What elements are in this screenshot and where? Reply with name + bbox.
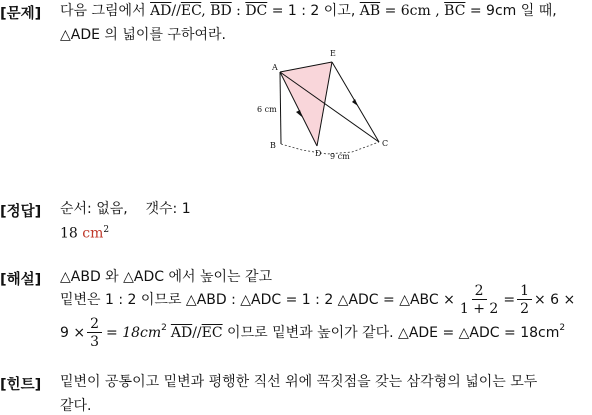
segment-ec: $\overline{EC}$ — [180, 3, 202, 19]
answer-order-count: 순서: 없음, 갯수: 1 — [60, 201, 191, 217]
problem-label: [문제] — [0, 6, 42, 22]
answer-value: 18 $cm^2$ — [60, 225, 110, 242]
segment-ad: $\overline{AD}$ — [150, 3, 172, 19]
geometry-figure — [252, 46, 402, 166]
arrow-ec — [352, 99, 358, 106]
label-point-d: D — [315, 149, 322, 158]
label-length-ab: 6 cm — [257, 105, 277, 114]
fraction-one-half: $\frac{1}{2}$ — [517, 284, 532, 316]
label-point-a: A — [272, 63, 278, 72]
segment-dc: $\overline{DC}$ — [245, 3, 268, 19]
label-point-c: C — [382, 139, 389, 148]
segment-ad-explanation: $\overline{AD}$ — [170, 325, 193, 341]
fraction-two-thirds: $\frac{2}{3}$ — [87, 317, 102, 349]
segment-bd: $\overline{BD}$ — [210, 3, 232, 19]
answer-unit: cm — [82, 225, 104, 242]
hint-line-1: 밑변이 공통이고 밑변과 평행한 직선 위에 꼭짓점을 갖는 삼각형의 넓이는 모두 — [60, 374, 538, 390]
label-length-bc: 9 cm — [330, 152, 350, 161]
segment-ec-explanation: $\overline{EC}$ — [201, 325, 223, 341]
fraction-2-over-3parts: $\frac{2}{1 + 2}$ — [459, 283, 499, 317]
label-point-e: E — [330, 49, 336, 58]
hint-label: [힌트] — [0, 377, 42, 393]
answer-label: [정답] — [0, 204, 42, 220]
problem-line-1: 다음 그림에서 $\overline{AD}//\overline{EC}$, $\overline{BD}$ : $\overline{DC} = 1$ : 2 이고, $\overline{AB} = 6cm$ , $\overline{BC} = 9cm$ 일 때, — [60, 3, 557, 19]
explanation-line-2: 밑변은 1 : 2 이므로 △ABD : △ADC = 1 : 2 △ADC = △ABC × $\frac{2}{1 + 2}$ = $\frac{1}{2}$ × 6 × — [60, 283, 576, 317]
segment-ac-line — [280, 72, 379, 142]
label-point-b: B — [270, 141, 276, 150]
explanation-line-3: 9 × $\frac{2}{3}$ = 18cm $^2$ $\overline{AD}$ // $\overline{EC}$ 이므로 밑변과 높이가 같다. △ADE = △ADC = 18cm $^2$ — [60, 316, 566, 350]
segment-ab-line — [280, 72, 281, 144]
problem-line-2: △ADE 의 넓이를 구하여라. — [60, 27, 226, 43]
segment-ab: $\overline{AB}$ — [359, 3, 381, 19]
segment-bc: $\overline{BC}$ — [444, 3, 466, 19]
explanation-line-1: △ABD 와 △ADC 에서 높이는 같고 — [60, 269, 273, 285]
hint-line-2: 같다. — [60, 398, 92, 414]
explanation-label: [해설] — [0, 272, 42, 288]
